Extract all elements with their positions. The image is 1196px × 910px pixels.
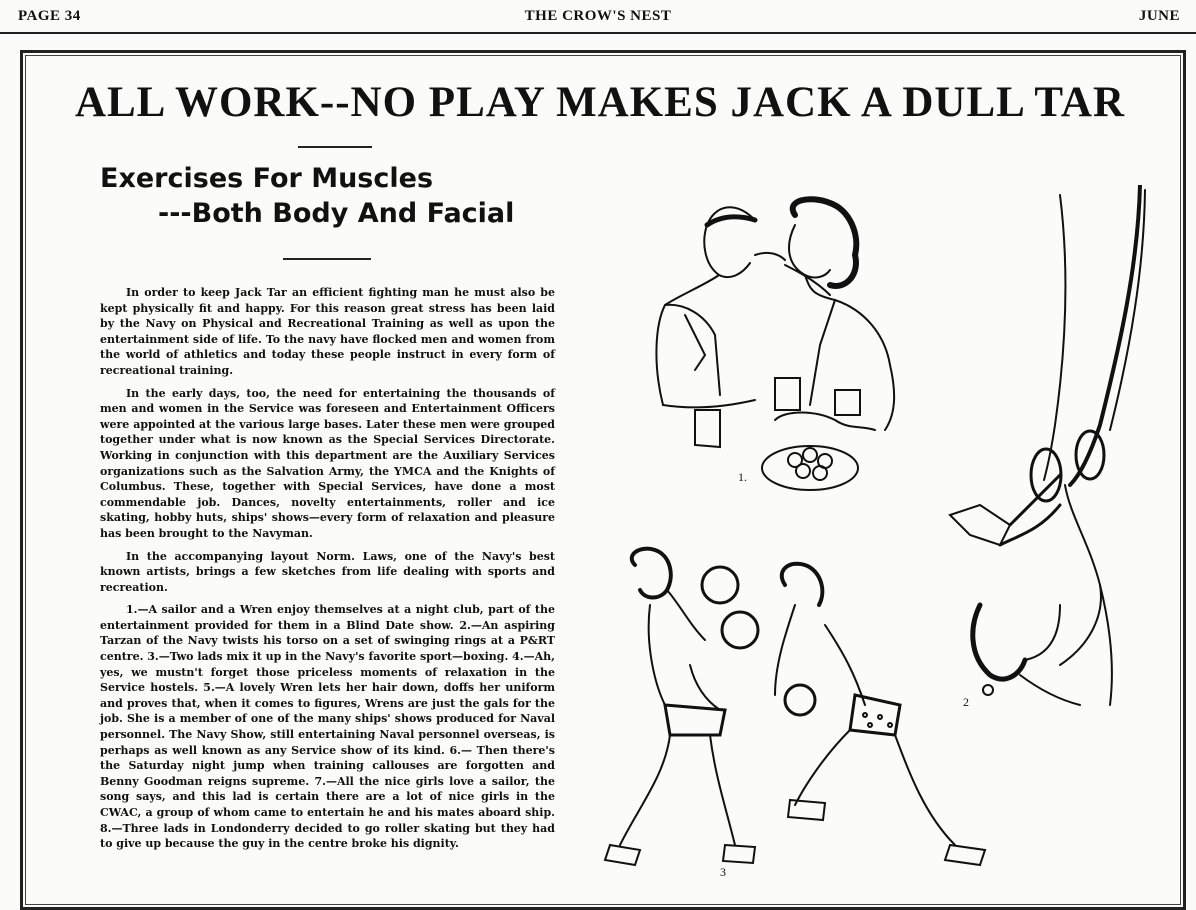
- figure-number-2: 2: [963, 695, 969, 709]
- issue-month: JUNE: [1138, 8, 1180, 24]
- figure-number-3: 3: [720, 865, 726, 879]
- article-headline: ALL WORK--NO PLAY MAKES JACK A DULL TAR: [74, 79, 1126, 126]
- sketch-two-boxers: [595, 545, 1010, 880]
- figure-number-1: 1.: [738, 470, 747, 484]
- article-body: [100, 285, 555, 859]
- paragraph-3: In the accompanying layout Norm. Laws, one of the Navy's best known artists, brings a few sketches from life dealing with sports and recreation.: [100, 549, 555, 594]
- paragraph-4-captions: 1.—A sailor and a Wren enjoy themselves at a night club, part of the entertainment provided for them in a Blind Date show. 2.—An aspiring Tarzan of the Navy twists his torso on a set of swinging rings at a P&RT centre. 3.—Two lads mix it up in the Navy's favorite sport—boxing. 4.—Ah, yes, we mustn't forget those priceless moments of relaxation in the Service hostels. 5.—A lovely Wren lets her hair down, doffs her uniform and proves that, when it comes to figures, Wrens are just the gals for the job. She is a member of one of the many ships' shows produced for Naval personnel. The Navy Show, still entertaining Naval personnel overseas, is perhaps as well known as any Service show of its kind. 6.— Then there's the Saturday night jump when training callouses are forgotten and Benny Goodman reigns supreme. 7.—All the nice girls love a sailor, the song says, and this lad is certain there are a lot of nice girls in the CWAC, a group of whom came to entertain he and his mates aboard ship. 8.—Three lads in Londonderry decided to go roller skating but they had to give up because the guy in the centre broke his dignity.: [100, 603, 555, 851]
- paragraph-1: In order to keep Jack Tar an efficient fighting man he must also be kept physically fit and happy. For this reason great stress has been laid by the Navy on Physical and Recreational Training as well as upon the entertainment side of life. To the navy have flocked men and women from the world of athletics and today these people instruct in every form of recreational training.: [100, 286, 555, 377]
- page-number: PAGE 34: [18, 8, 81, 24]
- subhead-line-2: ---Both Body And Facial: [158, 198, 515, 229]
- sketch-sailor-and-wren: [635, 195, 915, 500]
- publication-title: THE CROW'S NEST: [524, 8, 672, 24]
- rule-under-subhead: [283, 258, 371, 260]
- subhead-line-1: Exercises For Muscles: [100, 163, 434, 194]
- rule-under-headline: [298, 146, 372, 148]
- running-head: [0, 0, 1196, 34]
- paragraph-2: In the early days, too, the need for entertaining the thousands of men and women in the Service was foreseen and Entertainment Officers were appointed at the various large bases. Later these men were grouped together under what is now known as the Special Services Directorate. Working in conjunction with this department are the Auxiliary Services organizations such as the Salvation Army, the YMCA and the Knights of Columbus. These, together with Special Services, have done a most commendable job. Dances, novelty entertainments, roller and ice skating, hobby huts, ships' shows—every form of relaxation and pleasure has been brought to the Navyman.: [100, 386, 555, 540]
